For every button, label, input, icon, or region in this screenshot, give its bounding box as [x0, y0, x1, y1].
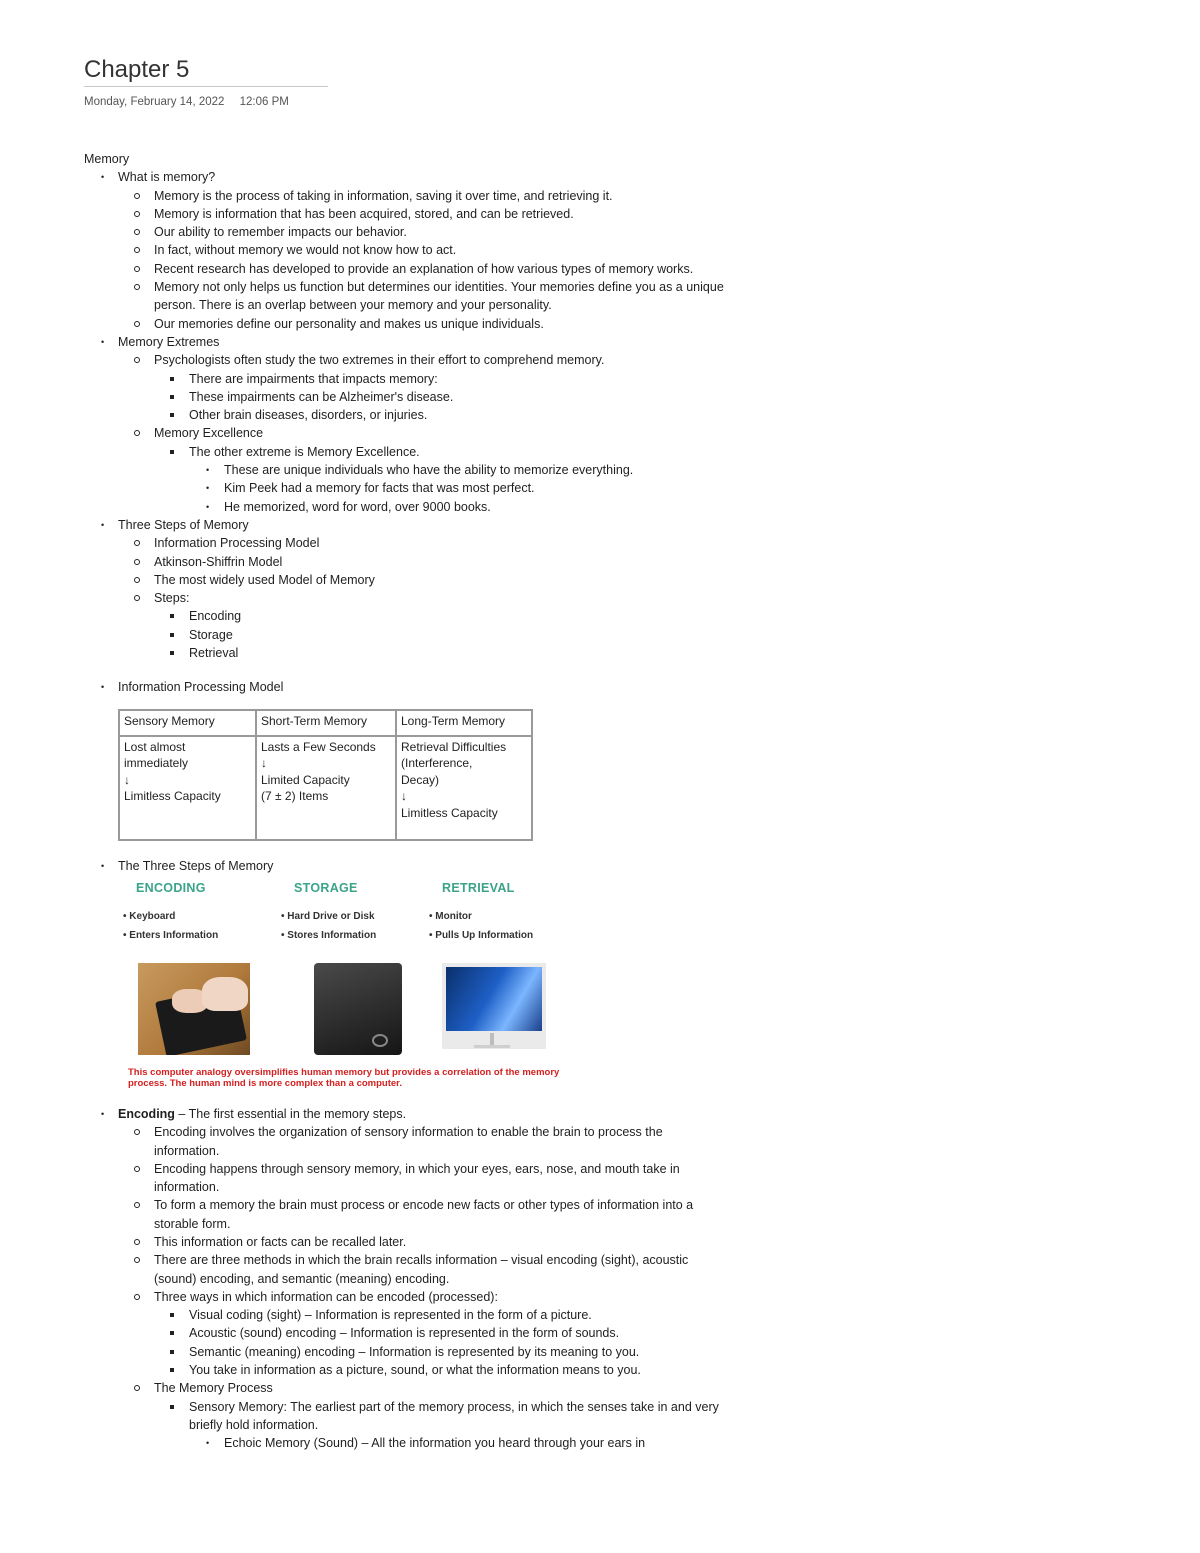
list-item: • Echoic Memory (Sound) – All the information you heard through your ears in	[84, 1434, 724, 1452]
list-item: Information Processing Model	[84, 534, 724, 552]
memory-steps-figure	[118, 879, 578, 1090]
list-item: Our ability to remember impacts our behavior.	[84, 223, 724, 241]
list-item: Semantic (meaning) encoding – Information is represented by its meaning to you.	[84, 1343, 724, 1361]
memory-model-table	[118, 709, 533, 841]
table-cell: Retrieval Difficulties (Interference, Decay) ↓ Limitless Capacity	[396, 736, 532, 840]
list-item: Memory is information that has been acquired, stored, and can be retrieved.	[84, 205, 724, 223]
list-item: Encoding involves the organization of sensory information to enable the brain to process the information.	[84, 1123, 724, 1160]
list-item: Memory Excellence	[84, 424, 724, 442]
list-item: Visual coding (sight) – Information is represented in the form of a picture.	[84, 1306, 724, 1324]
list-item: Memory not only helps us function but determines our identities. Your memories define you as a unique person. There is an overlap between your memory and your personality.	[84, 278, 724, 315]
list-item: • Encoding – The first essential in the memory steps.	[84, 1105, 724, 1123]
table-header: Sensory Memory	[119, 710, 256, 736]
step-bullet: • Enters Information	[118, 926, 218, 945]
step-title: RETRIEVAL	[442, 880, 515, 895]
note-body[interactable]	[84, 150, 724, 1453]
step-bullet: • Monitor	[424, 907, 533, 926]
list-item: Atkinson-Shiffrin Model	[84, 553, 724, 571]
list-item: Encoding	[84, 607, 724, 625]
list-item: Storage	[84, 626, 724, 644]
step-bullet: • Hard Drive or Disk	[276, 907, 376, 926]
list-item: Encoding happens through sensory memory, in which your eyes, ears, nose, and mouth take in information.	[84, 1160, 724, 1197]
step-title: STORAGE	[294, 880, 358, 895]
step-bullet: • Stores Information	[276, 926, 376, 945]
page-time: 12:06 PM	[239, 96, 289, 108]
list-item: Our memories define our personality and makes us unique individuals.	[84, 315, 724, 333]
list-item: • Kim Peek had a memory for facts that was most perfect.	[84, 479, 724, 497]
storage-column	[276, 879, 376, 945]
step-bullet: • Keyboard	[118, 907, 218, 926]
table-header: Long-Term Memory	[396, 710, 532, 736]
monitor-image	[442, 963, 546, 1049]
page-meta	[84, 96, 301, 108]
list-item: • What is memory?	[84, 168, 724, 186]
list-item: • Information Processing Model	[84, 678, 724, 696]
list-item: Steps:	[84, 589, 724, 607]
memory-heading: Memory	[84, 152, 130, 166]
list-item: There are three methods in which the brain recalls information – visual encoding (sight), acoustic (sound) encoding, and semantic (meaning) encoding.	[84, 1251, 724, 1288]
list-item: • Three Steps of Memory	[84, 516, 724, 534]
keyboard-image	[138, 963, 250, 1055]
list-item: The other extreme is Memory Excellence.	[84, 443, 724, 461]
retrieval-column	[424, 879, 533, 945]
list-item: There are impairments that impacts memory:	[84, 370, 724, 388]
list-item: The most widely used Model of Memory	[84, 571, 724, 589]
list-item: Sensory Memory: The earliest part of the memory process, in which the senses take in and very briefly hold information.	[84, 1398, 724, 1435]
list-item: To form a memory the brain must process or encode new facts or other types of information into a storable form.	[84, 1196, 724, 1233]
step-title: ENCODING	[136, 880, 206, 895]
list-item: • The Three Steps of Memory	[84, 857, 724, 875]
list-item: Psychologists often study the two extremes in their effort to comprehend memory.	[84, 351, 724, 369]
list-item: This information or facts can be recalled later.	[84, 1233, 724, 1251]
table-cell: Lost almost immediately ↓ Limitless Capacity	[119, 736, 256, 840]
step-bullet: • Pulls Up Information	[424, 926, 533, 945]
figure-caption: This computer analogy oversimplifies human memory but provides a correlation of the memory process. The human mind is more complex than a computer.	[128, 1066, 560, 1090]
list-item: • Memory Extremes	[84, 333, 724, 351]
encoding-column	[118, 879, 218, 945]
list-item: Three ways in which information can be encoded (processed):	[84, 1288, 724, 1306]
page-title: Chapter 5	[84, 56, 190, 83]
hard-drive-image	[314, 963, 402, 1055]
list-item: The Memory Process	[84, 1379, 724, 1397]
table-cell: Lasts a Few Seconds ↓ Limited Capacity (7 ± 2) Items	[256, 736, 396, 840]
title-divider	[84, 86, 328, 87]
list-item: Memory is the process of taking in information, saving it over time, and retrieving it.	[84, 187, 724, 205]
list-item: You take in information as a picture, sound, or what the information means to you.	[84, 1361, 724, 1379]
list-item: These impairments can be Alzheimer's disease.	[84, 388, 724, 406]
list-item: Recent research has developed to provide an explanation of how various types of memory works.	[84, 260, 724, 278]
list-item: Acoustic (sound) encoding – Information is represented in the form of sounds.	[84, 1324, 724, 1342]
list-item: Retrieval	[84, 644, 724, 662]
list-item: In fact, without memory we would not know how to act.	[84, 241, 724, 259]
list-item: Other brain diseases, disorders, or injuries.	[84, 406, 724, 424]
list-item: • He memorized, word for word, over 9000 books.	[84, 498, 724, 516]
table-header: Short-Term Memory	[256, 710, 396, 736]
page-date: Monday, February 14, 2022	[84, 96, 225, 108]
list-item: • These are unique individuals who have the ability to memorize everything.	[84, 461, 724, 479]
